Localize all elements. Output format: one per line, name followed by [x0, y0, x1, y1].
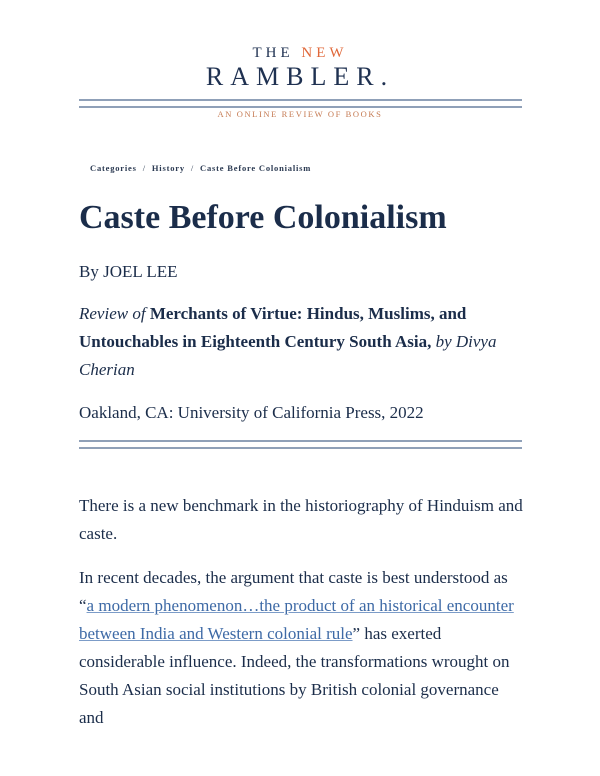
paragraph-1: There is a new benchmark in the historiography of Hinduism and caste. — [79, 496, 523, 543]
paragraph-2-start: In recent decades, the argument that caste is best understood as “ — [79, 568, 508, 615]
breadcrumb — [90, 163, 311, 173]
article-byline: By JOEL LEE — [79, 262, 178, 281]
logo-the: THE — [252, 45, 294, 61]
review-prefix: Review of — [79, 304, 146, 323]
by-word: by — [435, 332, 452, 351]
book-author: Divya Cherian — [79, 332, 497, 379]
site-logo[interactable] — [0, 44, 600, 92]
breadcrumb-separator: / — [190, 163, 195, 173]
header-divider — [79, 440, 522, 449]
article-title: Caste Before Colonialism — [79, 199, 447, 236]
paragraph-2 — [79, 564, 524, 732]
breadcrumb-categories[interactable]: Categories — [90, 163, 137, 173]
book-title: Merchants of Virtue: Hindus, Muslims, and Untouchables in Eighteenth Century South Asia, — [79, 304, 467, 351]
masthead-rule — [79, 99, 522, 108]
logo-new: NEW — [301, 45, 348, 61]
paragraph-2-end: ” has exerted considerable influence. Indeed, the transformations wrought on South Asian social institutions by British colonial governance and — [79, 624, 510, 727]
site-tagline: AN ONLINE REVIEW OF BOOKS — [217, 109, 383, 119]
book-review-info — [79, 300, 524, 384]
breadcrumb-separator: / — [142, 163, 146, 173]
logo-top-line — [0, 44, 600, 62]
logo-name: RAMBLER. — [205, 62, 395, 91]
breadcrumb-current: Caste Before Colonialism — [200, 163, 312, 173]
quote-link[interactable]: a modern phenomenon…the product of an historical encounter between India and Western colonial rule — [79, 596, 514, 643]
book-publisher: Oakland, CA: University of California Press, 2022 — [79, 403, 424, 422]
breadcrumb-history[interactable]: History — [151, 163, 185, 173]
